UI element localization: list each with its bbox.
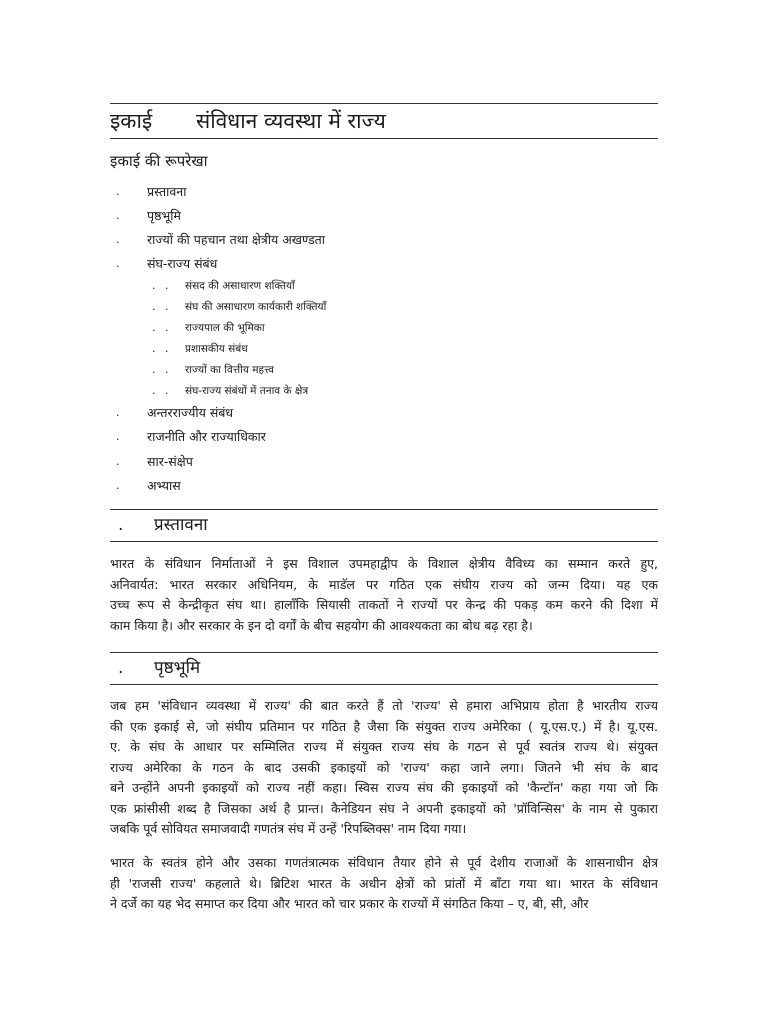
paragraph [110, 853, 658, 915]
outline-marker: . . [152, 342, 172, 355]
outline-item [110, 451, 658, 473]
text-line: उच्च रूप से केन्द्रीकृत संघ था। हालाँकि सियासी ताकतों ने राज्यों पर केन्द्र की पकड़ कम करने की दिशा में [110, 597, 658, 612]
outline-heading: इकाई की रूपरेखा [110, 152, 208, 170]
divider [110, 541, 658, 542]
unit-heading [110, 106, 658, 136]
outline-item [110, 181, 658, 203]
text-line: राज्य अमेरिका के गठन के बाद उसकी इकाइयों को 'राज्य' कहा जाने लगा। जितने भी संघ के बाद [110, 759, 658, 775]
outline-marker: . [116, 209, 120, 222]
outline-label: राज्यों का वित्तीय महत्त्व [185, 364, 274, 376]
text-line: बने उन्होंने अपनी इकाइयों को राज्य नहीं कहा। स्विस राज्य संघ की इकाइयों को 'कैन्टॉन' कहा गया जो कि [110, 780, 658, 795]
paragraph [110, 696, 658, 840]
outline-marker: . . [152, 300, 172, 313]
text-line: भारत के संविधान निर्माताओं ने इस विशाल उपमहाद्वीप के विशाल क्षेत्रीय वैविध्य का सम्मान करते हुए, [110, 556, 658, 571]
text-line: की एक इकाई से, जो संघीय प्रतिमान पर गठित है जैसा कि संयुक्त राज्य अमेरिका ( यू.एस.ए.) में है। यू.एस. [110, 718, 658, 734]
text-line: ने दर्जे का यह भेद समाप्त कर दिया और भारत को चार प्रकार के राज्यों में संगठित किया – ए, बी, सी, और [110, 896, 589, 911]
unit-label: इकाई [110, 109, 153, 133]
outline-marker: . . [152, 384, 172, 397]
outline-label: अभ्यास [147, 478, 181, 493]
outline-label: सार-संक्षेप [147, 454, 193, 469]
outline-subitem [110, 360, 658, 380]
outline-subitem [110, 318, 658, 338]
outline-item [110, 205, 658, 227]
outline-item [110, 229, 658, 251]
text-line: ही 'राजसी राज्य' कहलाते थे। ब्रिटिश भारत के अधीन क्षेत्रों को प्रांतों में बाँटा गया था। भारत के संविधान [110, 875, 658, 891]
outline-marker: . . [152, 363, 172, 376]
text-line: काम किया है। और सरकार के इन दो वर्गों के बीच सहयोग की आवश्यकता का बोध बढ़ रहा है। [110, 617, 533, 633]
unit-title: संविधान व्यवस्था में राज्य [196, 109, 386, 133]
section-title: पृष्ठभूमि [154, 658, 201, 678]
outline-item [110, 402, 658, 424]
text-line: भारत के स्वतंत्र होने और उसका गणतंत्रात्मक संविधान तैयार होने से पूर्व देशीय राजाओं के शासनाधीन क्षेत्र [110, 855, 658, 870]
outline-marker: . [116, 233, 120, 246]
outline-marker: . . [152, 321, 172, 334]
outline-subitem [110, 276, 658, 296]
outline-label: अन्तरराज्यीय संबंध [147, 405, 234, 420]
text-line: जब हम 'संविधान व्यवस्था में राज्य' की बात करते हैं तो 'राज्य' से हमारा अभिप्राय होता है भारतीय राज्य [110, 698, 658, 713]
section-heading [110, 654, 658, 682]
text-line: एक फ्रांसीसी शब्द है जिसका अर्थ है प्रान्त। कैनेडियन संघ ने अपनी इकाइयों को 'प्रॉविन्सिस' के नाम से पुकारा [110, 800, 658, 816]
text-line: ए. के संघ के आधार पर सम्मिलित राज्य में संयुक्त राज्य संघ के गठन से पूर्व स्वतंत्र राज्य थे। संयुक्त [110, 739, 658, 754]
divider [110, 509, 658, 510]
outline-marker: . [116, 455, 120, 468]
outline-item [110, 475, 658, 497]
outline-label: प्रशासकीय संबंध [185, 343, 248, 355]
outline-label: पृष्ठभूमि [147, 208, 181, 223]
outline-label: राजनीति और राज्याधिकार [147, 429, 266, 444]
outline-marker: . [116, 185, 120, 198]
outline-subitem [110, 339, 658, 359]
section-number: . [118, 658, 124, 678]
divider [110, 652, 658, 653]
outline-marker: . . [152, 279, 172, 292]
outline-subitem [110, 297, 658, 317]
outline-marker: . [116, 257, 120, 270]
outline-subitem [110, 381, 658, 401]
outline-marker: . [116, 479, 120, 492]
outline-label: प्रस्तावना [147, 184, 187, 199]
outline-marker: . [116, 406, 120, 419]
section-number: . [118, 515, 124, 535]
section-heading [110, 511, 658, 539]
outline-marker: . [116, 430, 120, 443]
outline-label: संघ की असाधारण कार्यकारी शक्तियाँ [185, 301, 327, 313]
divider [110, 684, 658, 685]
text-line: अनिवार्यत: भारत सरकार अधिनियम, के माडॅल पर गठित एक संघीय राज्य को जन्म दिया। यह एक [110, 576, 658, 592]
outline-item [110, 253, 658, 275]
outline-item [110, 426, 658, 448]
text-line: जबकि पूर्व सोवियत समाजवादी गणतंत्र संघ में उन्हें 'रिपब्लिक्स' नाम दिया गया। [110, 821, 467, 836]
paragraph [110, 554, 658, 636]
outline-label: राज्यों की पहचान तथा क्षेत्रीय अखण्डता [147, 232, 326, 247]
section-title: प्रस्तावना [154, 515, 208, 535]
outline-label: संघ-राज्य संबंध [147, 256, 218, 271]
divider [110, 103, 658, 104]
outline-label: संसद की असाधारण शक्तियाँ [185, 280, 295, 292]
divider [110, 138, 658, 139]
outline-label: संघ-राज्य संबंधों में तनाव के क्षेत्र [185, 385, 309, 397]
outline-label: राज्यपाल की भूमिका [185, 322, 265, 334]
